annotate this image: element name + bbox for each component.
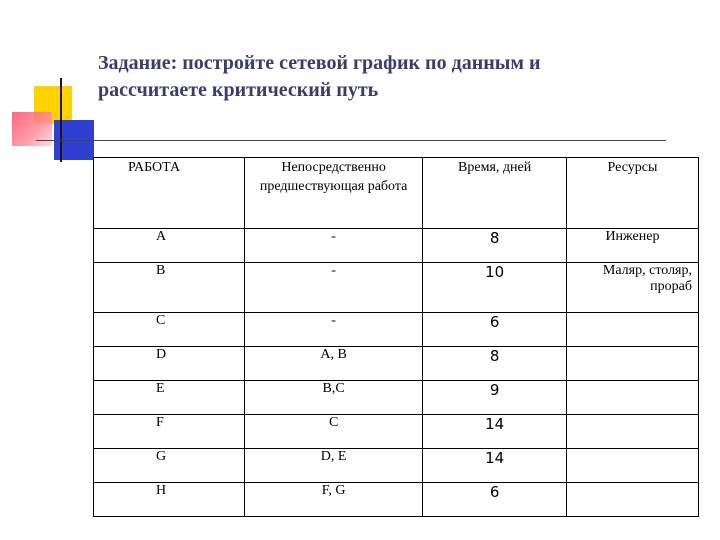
cell-work: D [94,347,245,381]
decor-vertical-line [60,78,62,162]
cell-resources [566,381,698,415]
cell-time: 8 [423,347,567,381]
work-table [93,157,699,517]
cell-predecessor: - [244,263,423,313]
cell-predecessor: - [244,313,423,347]
cell-work: H [94,483,245,517]
cell-time: 10 [423,263,567,313]
table-row [94,263,699,313]
decor-horizontal-line [36,140,666,141]
cell-time: 6 [423,313,567,347]
table-row [94,381,699,415]
cell-time: 14 [423,449,567,483]
cell-work: F [94,415,245,449]
cell-time: 6 [423,483,567,517]
table-row [94,449,699,483]
header-time: Время, дней [423,158,567,229]
cell-predecessor: D, E [244,449,423,483]
table-row [94,229,699,263]
cell-resources [566,347,698,381]
cell-resources: Инженер [566,229,698,263]
header-resources: Ресурсы [566,158,698,229]
table-row [94,483,699,517]
cell-time: 9 [423,381,567,415]
cell-resources [566,449,698,483]
cell-resources [566,415,698,449]
cell-work: G [94,449,245,483]
cell-predecessor: A, B [244,347,423,381]
cell-resources [566,313,698,347]
cell-work: C [94,313,245,347]
cell-time: 8 [423,229,567,263]
slide-title-line-2: рассчитаете критический путь [98,79,379,101]
table-header-row [94,158,699,229]
slide-title [98,50,678,104]
table-row [94,415,699,449]
cell-predecessor: C [244,415,423,449]
cell-work: E [94,381,245,415]
header-work: РАБОТА [94,158,245,229]
table-row [94,347,699,381]
cell-predecessor: - [244,229,423,263]
cell-work: A [94,229,245,263]
cell-work: B [94,263,245,313]
header-predecessor: Непосредственно предшествующая работа [244,158,423,229]
table-row [94,313,699,347]
cell-predecessor: F, G [244,483,423,517]
cell-predecessor: B,C [244,381,423,415]
cell-time: 14 [423,415,567,449]
cell-resources: Маляр, столяр, прораб [566,263,698,313]
slide-title-line-1: Задание: постройте сетевой график по данным и [98,52,541,74]
cell-resources [566,483,698,517]
